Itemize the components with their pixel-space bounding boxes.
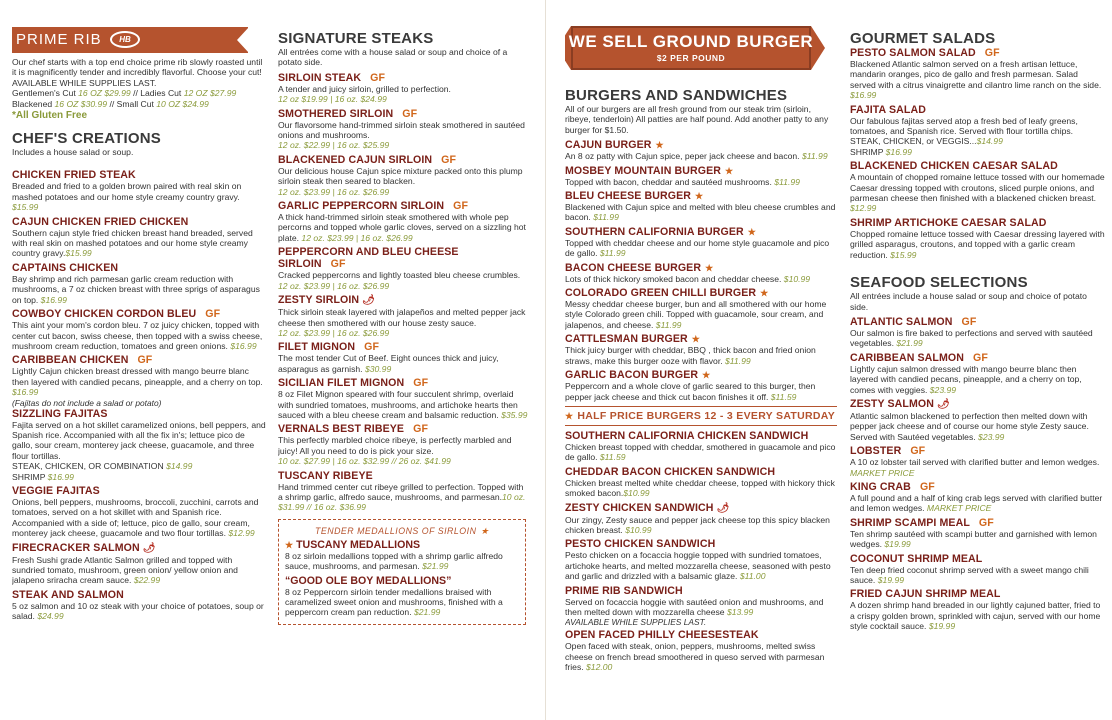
menu-item — [278, 470, 528, 513]
menu-item — [565, 585, 837, 618]
item-description: A 10 oz lobster tail served with clarified butter and lemon wedges. — [850, 457, 1100, 468]
menu-item — [278, 341, 528, 374]
menu-item — [278, 423, 528, 466]
ground-burger-title: WE SELL GROUND BURGER — [568, 32, 814, 51]
item-name: FIRECRACKER SALMON 🌶 — [12, 541, 156, 554]
item-description: A tender and juicy sirloin, grilled to perfection. — [278, 83, 451, 94]
item-price: $16.99 — [12, 387, 39, 398]
gourmet-salads-title: GOURMET SALADS — [850, 30, 996, 47]
menu-item — [850, 517, 1106, 550]
item-price: $22.99 — [133, 575, 161, 586]
spicy-pepper-icon: 🌶 — [937, 398, 950, 410]
prime-rib-title: PRIME RIB — [16, 31, 102, 48]
menu-item — [565, 369, 837, 402]
item-description: Hand trimmed center cut ribeye grilled to perfection. Topped with a shrimp garlic, alfredo sauce, mushrooms, and parmesan. — [278, 481, 524, 502]
chefs-creations-title: CHEF'S CREATIONS — [12, 130, 161, 148]
item-price: $15.99 — [12, 202, 39, 213]
item-description: Topped with bacon, cheddar and sautéed mushrooms. — [565, 176, 772, 187]
menu-item — [278, 377, 528, 420]
menu-item — [278, 200, 528, 243]
item-price: $11.59 — [599, 452, 626, 463]
item-price: $16.99 — [885, 146, 912, 157]
item-description: Ten shrimp sautéed with scampi butter and garnished with lemon wedges. — [850, 528, 1097, 550]
ground-burger-price: $2 PER POUND — [656, 53, 726, 63]
menu-item — [850, 481, 1106, 514]
item-price: $12.00 — [586, 662, 613, 673]
item-name: SHRIMP SCAMPI MEAL GF — [850, 516, 994, 529]
spicy-pepper-icon: 🌶 — [716, 502, 730, 514]
menu-item — [850, 217, 1106, 260]
item-price: $19.99 — [877, 575, 905, 585]
gluten-free-badge: GF — [364, 341, 380, 354]
item-name: OPEN FACED PHILLY CHEESESTEAK — [565, 629, 759, 642]
seafood-title: SEAFOOD SELECTIONS — [850, 274, 1028, 292]
item-price: $11.59 — [770, 391, 797, 402]
item-description: A mountain of chopped romaine lettuce tossed with our homemade Caesar dressing topped with croutons, sliced purple onions, and parmesan cheese then finished with a blackened chicken breast. — [850, 172, 1105, 204]
prime-rib-banner — [12, 27, 248, 53]
item-price: $21.99 — [422, 561, 449, 572]
item-name: BACON CHEESE BURGER ★ — [565, 261, 714, 274]
gluten-free-badge: GF — [413, 377, 429, 390]
item-description: Blackened with Cajun spice and melted with bleu cheese crumbles and bacon. — [565, 202, 836, 223]
signature-steaks-title: SIGNATURE STEAKS — [278, 30, 434, 47]
gluten-free-badge: GF — [413, 423, 429, 436]
item-name: ZESTY CHICKEN SANDWICH 🌶 — [565, 501, 730, 514]
menu-item — [278, 154, 528, 197]
steaks-subtitle: All entrées come with a house salad or soup and choice of a potato side. — [278, 47, 508, 68]
item-description: A dozen shrimp hand breaded in our lightly cajuned batter, fried to a crispy golden brown, sprinkled with cajun, served with our home style cocktail sauce. — [850, 600, 1101, 632]
item-description: The most tender Cut of Beef. Eight ounces thick and juicy, asparagus as garnish. — [278, 353, 499, 374]
center-fold — [545, 0, 546, 720]
item-description: Served on focaccia hoggie with sautéed onion and mushrooms, and then melted down with mozzarella cheese — [565, 596, 824, 617]
item-name: BLACKENED CHICKEN CAESAR SALAD — [850, 160, 1058, 173]
item-price: 10 oz. $31.99 // 16 oz. $36.99 — [278, 491, 526, 513]
gluten-free-badge: GF — [137, 354, 153, 367]
star-icon: ★ — [285, 539, 294, 550]
item-price: 12 oz. $23.99 | 16 oz. $26.99 — [301, 232, 413, 243]
menu-item — [278, 294, 528, 338]
item-name: PESTO SALMON SALAD GF — [850, 47, 1000, 59]
item-name: CAPTAINS CHICKEN — [12, 261, 119, 274]
item-description: 8 oz Filet Mignon speared with four succulent shrimp, overlaid with sundried tomatoes, mushrooms, and artichoke hearts then sauced with a bleu cheese cream and balsamic reduction. — [278, 389, 518, 420]
seafood-subtitle: All entrées include a house salad or soup and choice of potato side. — [850, 291, 1087, 312]
item-price: $11.99 — [599, 248, 626, 259]
gluten-free-badge: GF — [973, 351, 988, 364]
item-name: LOBSTER GF — [850, 445, 926, 458]
item-price: 12 oz. $22.99 | 16 oz. $25.99 — [278, 140, 390, 151]
item-description: Fajita served on a hot skillet caramelized onions, bell peppers, and Spanish rice. Accompanied with all the fix in's; lettuce pico de gallo, sour cream, monterey jack cheese, guacamole, and three flour tortillas. — [12, 419, 266, 461]
menu-item — [12, 169, 266, 212]
item-price: $19.99 — [928, 621, 956, 632]
item-name: BLACKENED CAJUN SIRLOIN GF — [278, 153, 457, 166]
menu-item — [850, 160, 1106, 214]
burgers-subtitle: All of our burgers are all fresh ground from our steak trim (sirloin, ribeye, tenderloin) All patties are half pound. Add another patty to any burger for $1.50. — [565, 104, 829, 135]
column-salads-seafood — [850, 0, 1106, 720]
item-name: SMOTHERED SIRLOIN GF — [278, 107, 418, 120]
menu-item — [12, 262, 266, 305]
item-description: Thick sirloin steak layered with jalapeños and melted pepper jack cheese then smothered with our house zesty sauce. — [278, 307, 526, 328]
gluten-free-badge: GF — [984, 47, 1000, 59]
item-price: $23.99 — [929, 384, 957, 395]
item-price: $16.99 — [850, 90, 877, 101]
item-price: $14.99 — [166, 461, 193, 472]
item-name: CHICKEN FRIED STEAK — [12, 169, 136, 182]
item-name: FRIED CAJUN SHRIMP MEAL — [850, 588, 1001, 601]
availability-note: AVAILABLE WHILE SUPPLIES LAST. — [565, 617, 707, 628]
item-name: MOSBEY MOUNTAIN BURGER ★ — [565, 164, 734, 177]
item-price: $12.99 — [850, 203, 877, 214]
menu-item — [565, 226, 837, 259]
item-description: Open faced with steak, onion, peppers, mushrooms, melted swiss cheese on french bread smoothered in queso served with parmesan fries. — [565, 641, 825, 673]
item-name: SICILIAN FILET MIGNON GF — [278, 377, 429, 390]
item-price: $35.99 — [501, 409, 528, 420]
item-name: STEAK AND SALMON — [12, 588, 124, 601]
ground-burger-banner — [565, 24, 825, 72]
item-name: COLORADO GREEN CHILLI BURGER ★ — [565, 287, 769, 300]
item-description: Chopped romaine lettuce tossed with Caesar dressing layered with grilled asparagus, croutons, and topped with a garlic cream reduction. — [850, 228, 1105, 260]
item-price: $30.99 — [364, 363, 392, 374]
menu-item — [850, 47, 1106, 101]
item-description: Lots of thick hickory smoked bacon and cheddar cheese. — [565, 273, 782, 284]
item-description: Cracked peppercorns and lightly toasted bleu cheese crumbles. — [278, 270, 521, 281]
menu-item — [12, 354, 266, 397]
item-name: GARLIC BACON BURGER ★ — [565, 369, 711, 382]
item-name: COWBOY CHICKEN CORDON BLEU GF — [12, 308, 221, 321]
prime-rib-description: Our chef starts with a top end choice prime rib slowly roasted until it is magnificently tender and incredibly flavorful. Choose your cut! AVAILABLE WHILE SUPPLIES LAST. Gentlemen's Cut 16 OZ $29.99 // Ladies Cut 12 OZ $27.99 Blackened 16 OZ $30.99 // Small Cut 10 OZ $24.99 — [12, 57, 263, 109]
menu-item — [12, 308, 266, 351]
item-name: PEPPERCORN AND BLEU CHEESE SIRLOIN GF — [278, 246, 459, 271]
medallions-box — [278, 519, 526, 625]
menu-item — [850, 588, 1106, 631]
star-icon: ★ — [480, 525, 490, 536]
item-name: TUSCANY RIBEYE — [278, 469, 373, 482]
item-description: Atlantic salmon blackened to perfection then melted down with pepper jack cheese and of course our home style Zesty sauce. Served with Sautéed vegetables. — [850, 410, 1089, 442]
item-description: Breaded and fried to a golden brown paired with real skin on mashed potatoes and our home style creamy country gravy. — [12, 181, 242, 202]
menu-item: FAJITA SALAD Our fabulous fajitas served atop a fresh bed of leafy greens, tomatoes, and Spanish rice. Served with flour tortilla chips. STEAK, CHICKEN, or VEGGIS...$14.99 SHRIMP $16.99 — [850, 104, 1106, 158]
item-description: 5 oz salmon and 10 oz steak with your choice of potatoes, soup or salad. — [12, 600, 264, 622]
item-name: BLEU CHEESE BURGER ★ — [565, 190, 704, 203]
gluten-free-badge: GF — [441, 153, 457, 166]
item-name: CAJUN CHICKEN FRIED CHICKEN — [12, 215, 189, 228]
menu-item — [565, 466, 837, 499]
item-description: Onions, bell peppers, mushrooms, broccoli, zucchini, carrots and tomatoes, served on a hot skillet with and Spanish rice. Accompanied with a side of; lettuce, pico de gallo, sour cream, monterey jack cheese, guacamole and two flour tortillas. — [12, 496, 259, 539]
menu-item — [285, 575, 519, 618]
menu-item — [565, 139, 837, 161]
item-name: GARLIC PEPPERCORN SIRLOIN GF — [278, 200, 469, 213]
item-name: SIZZLING FAJITAS — [12, 407, 108, 420]
fajita-note: (Fajitas do not include a salad or potato) — [12, 397, 162, 408]
menu-item — [278, 246, 528, 291]
item-description: Blackened Atlantic salmon served on a fresh artisan lettuce, mandarin oranges, pico de gallo and fresh parmesan. Salad served with a citrus vinaigrette and cilantro lime ranch on the side. — [850, 59, 1102, 90]
menu-item — [565, 333, 837, 366]
item-description: Bay shrimp and rich parmesan garlic cream reduction with mushrooms, a 7 oz chicken breast with three sprigs of asparagus on top. — [12, 273, 260, 305]
item-price: MARKET PRICE — [926, 503, 992, 514]
menu-item — [850, 398, 1106, 442]
item-name: ZESTY SIRLOIN 🌶 — [278, 294, 375, 307]
item-price: $12.99 — [228, 528, 255, 539]
column-signature-steaks — [278, 0, 528, 720]
gluten-free-badge: GF — [961, 315, 977, 328]
item-price: $19.99 — [884, 539, 911, 550]
item-price: $16.99 — [40, 294, 67, 305]
item-name: SHRIMP ARTICHOKE CAESAR SALAD — [850, 216, 1047, 229]
menu-item — [12, 216, 266, 259]
item-price: $11.99 — [593, 212, 619, 223]
item-description: A thick hand-trimmed sirloin steak smothered with whole pep percorns and topped whole garlic cloves, served on a sizzling hot plate. — [278, 212, 526, 243]
item-description: Chicken breast melted white cheddar cheese, topped with hickory thick smoked bacon. — [565, 477, 835, 499]
gluten-free-badge: GF — [919, 480, 935, 493]
gluten-free-badge: GF — [978, 516, 994, 529]
menu-item — [565, 190, 837, 223]
item-description: Messy cheddar cheese burger, bun and all smothered with our home style Colorado green chili. Topped with guacamole, sour cream, and jalapenos, and cheese. — [565, 299, 827, 330]
gluten-free-badge: GF — [330, 258, 346, 271]
spicy-pepper-icon: 🌶 — [362, 295, 375, 307]
item-name: PESTO CHICKEN SANDWICH — [565, 538, 716, 551]
item-price: $10.99 — [623, 488, 650, 499]
menu-item — [278, 72, 528, 105]
item-name: FILET MIGNON GF — [278, 341, 380, 354]
item-description: Our zingy, Zesty sauce and pepper jack cheese top this spicy blacken chicken breast. — [565, 514, 830, 535]
item-name: PRIME RIB SANDWICH — [565, 584, 683, 597]
item-price: $11.99 — [801, 151, 828, 162]
item-price: $15.99 — [65, 248, 92, 259]
item-price: $23.99 — [978, 431, 1005, 442]
item-description: Fresh Sushi grade Atlantic Salmon grilled and topped with sundried tomato, mushroom, green onion/ yellow onion and jalapeno sriracha cream sauce. — [12, 554, 238, 586]
menu-item — [12, 589, 266, 622]
item-name: CATTLESMAN BURGER ★ — [565, 333, 700, 346]
item-price: 10 oz. $27.99 | 16 oz. $32.99 // 26 oz. $41.99 — [278, 456, 451, 467]
item-price: $11.99 — [655, 319, 682, 330]
star-icon: ★ — [747, 226, 756, 237]
gluten-free-badge: GF — [205, 308, 221, 321]
item-price: $21.99 — [414, 607, 441, 618]
star-icon: ★ — [691, 334, 700, 345]
item-price: $10.99 — [783, 273, 811, 284]
item-price: $10.99 — [625, 524, 652, 535]
item-description: Thick juicy burger with cheddar, BBQ , thick bacon and fried onion straws, make this burger ooze with flavor. — [565, 345, 816, 366]
banner-notch — [237, 27, 249, 53]
item-price: $11.99 — [725, 355, 751, 366]
menu-item — [278, 108, 528, 151]
gluten-free-badge: GF — [402, 107, 418, 120]
medallions-title: TENDER MEDALLIONS OF SIRLOIN ★ — [314, 525, 490, 536]
menu-item — [12, 542, 266, 586]
item-description: Pesto chicken on a focaccia hoggie topped with sundried tomatoes, artichoke hearts, and melted mozzarella cheese, seasoned with pesto and garlic and drizzled with a balsamic glaze. — [565, 550, 831, 582]
item-description: Southern cajun style fried chicken breast hand breaded, served with real skin on mashed potatoes and our home style creamy country gravy. — [12, 227, 253, 259]
item-description: Lightly Cajun chicken breast dressed with mango beurre blanc then layered with candied pecans, pineapple, and a cherry on top. — [12, 366, 263, 387]
item-description: 8 oz sirloin medallions topped with a shrimp garlic alfredo sauce, mushrooms, and parmesan. — [285, 550, 503, 572]
item-description: Our salmon is fire baked to perfections and served with sautéed vegetables. — [850, 327, 1093, 349]
item-name: “GOOD OLE BOY MEDALLIONS” — [285, 574, 452, 587]
column-burgers-sandwiches — [565, 0, 837, 720]
star-icon: ★ — [705, 262, 714, 273]
item-name: CAJUN BURGER ★ — [565, 139, 664, 152]
menu-item — [850, 445, 1106, 478]
half-price-banner: ★ HALF PRICE BURGERS 12 - 3 EVERY SATURDAY — [565, 406, 837, 426]
star-icon: ★ — [702, 370, 711, 381]
item-price: $15.99 — [890, 249, 917, 260]
menu-item — [12, 485, 266, 539]
item-price: $16.99 — [230, 340, 257, 351]
item-price: 12 oz $19.99 | 16 oz. $24.99 — [278, 94, 387, 105]
item-price: $11.99 — [774, 176, 800, 187]
menu-item — [565, 262, 837, 284]
menu-item — [850, 316, 1106, 349]
item-description: A full pound and a half of king crab legs served with clarified butter and lemon wedges. — [850, 492, 1103, 514]
burgers-title: BURGERS AND SANDWICHES — [565, 87, 788, 104]
chefs-subtitle: Includes a house salad or soup. — [12, 147, 134, 158]
item-description: Peppercorn and a whole clove of garlic seared to this burger, then pepper jack cheese and thick cut bacon finishes it off. — [565, 381, 816, 402]
item-description: 8 oz Peppercorn sirloin tender medallions braised with caramelized sweet onion and mushrooms, finished with a peppercorn cream pan reduction. — [285, 586, 503, 618]
item-price: MARKET PRICE — [850, 467, 915, 478]
menu-item — [285, 539, 519, 572]
star-icon: ★ — [655, 140, 664, 151]
item-description: This aint your mom's cordon bleu. 7 oz juicy chicken, topped with center cut bacon, swiss cheese, then topped with a swiss cheese, mushroom cream reduction, tomatoes and green onions. — [12, 320, 263, 351]
star-icon: ★ — [760, 288, 769, 299]
menu-item — [565, 629, 837, 672]
item-name: CARIBBEAN CHICKEN GF — [12, 354, 153, 367]
item-price: 12 oz. $23.99 | 16 oz. $26.99 — [278, 280, 390, 291]
column-prime-rib-chefs — [12, 0, 266, 720]
gluten-free-badge: GF — [453, 200, 469, 213]
item-description: Our flavorsome hand-trimmed sirloin steak smothered in sautéed onions and mushrooms. — [278, 119, 525, 141]
star-icon: ★ — [725, 165, 734, 176]
item-description: Topped with cheddar cheese and our home style guacamole and pico de gallo. — [565, 237, 830, 259]
star-icon: ★ — [565, 410, 574, 421]
item-description: Our delicious house Cajun spice mixture packed onto this plump sirloin steak then seared to blacken. — [278, 165, 523, 187]
menu-item: SIZZLING FAJITAS Fajita served on a hot skillet caramelized onions, bell peppers, and Spanish rice. Accompanied with all the fix in's; lettuce pico de gallo, sour cream, monterey jack cheese, guacamole, and three flour tortillas. STEAK, CHICKEN, OR COMBINATION $14.99 SHRIMP $16.99 — [12, 407, 266, 482]
spicy-pepper-icon: 🌶 — [142, 542, 156, 554]
item-name: ★ TUSCANY MEDALLIONS — [285, 538, 421, 551]
item-price: 12 oz. $23.99 | 16 oz. $26.99 — [278, 327, 390, 338]
item-description: Chicken breast topped with cheddar, smothered in guacamole and pico de gallo. — [565, 441, 836, 463]
gluten-free-badge: GF — [370, 71, 386, 84]
item-price: $13.99 — [726, 606, 754, 617]
item-name: FAJITA SALAD — [850, 103, 926, 116]
item-price: $11.00 — [739, 571, 766, 582]
item-name: COCONUT SHRIMP MEAL — [850, 552, 983, 565]
item-name: SIRLOIN STEAK GF — [278, 71, 386, 84]
item-price: $16.99 — [47, 471, 74, 482]
item-name: CARIBBEAN SALMON GF — [850, 351, 988, 364]
item-price: $21.99 — [896, 338, 923, 349]
item-description: Lightly cajun salmon dressed with mango beurre blanc then layered with candied pecans, pineapple, and a cherry on top, comes with veggies. — [850, 363, 1082, 395]
menu-item — [850, 352, 1106, 395]
item-price: $14.99 — [976, 136, 1003, 147]
item-description: Ten deep fried coconut shrimp served with a sweet mango chili sauce. — [850, 564, 1089, 585]
item-description: Our fabulous fajitas served atop a fresh bed of leafy greens, tomatoes, and Spanish rice. Served with flour tortilla chips. — [850, 115, 1078, 137]
restaurant-logo-icon: HB — [110, 31, 140, 48]
menu-item — [850, 553, 1106, 586]
item-name: VERNALS BEST RIBEYE GF — [278, 423, 429, 436]
item-name: ATLANTIC SALMON GF — [850, 315, 977, 328]
item-name: ZESTY SALMON 🌶 — [850, 397, 950, 410]
item-description: This perfectly marbled choice ribeye, is perfectly marbled and juicy! All you need to do is pick your size. — [278, 435, 512, 456]
gluten-free-note: *All Gluten Free — [12, 110, 88, 122]
item-price: 12 oz. $23.99 | 16 oz. $26.99 — [278, 186, 390, 197]
menu-item — [565, 430, 837, 463]
menu-item — [565, 538, 837, 581]
menu-item — [565, 287, 837, 330]
menu-item — [565, 502, 837, 536]
item-description: An 8 oz patty with Cajun spice, peper jack cheese and bacon. — [565, 151, 800, 162]
item-name: SOUTHERN CALIFORNIA CHICKEN SANDWICH — [565, 429, 809, 442]
item-price: $24.99 — [37, 611, 64, 622]
item-name: SOUTHERN CALIFORNIA BURGER ★ — [565, 225, 756, 238]
star-icon: ★ — [695, 191, 704, 202]
item-name: CHEDDAR BACON CHICKEN SANDWICH — [565, 465, 776, 478]
menu-item — [565, 165, 837, 187]
gluten-free-badge: GF — [910, 445, 926, 458]
item-name: KING CRAB GF — [850, 480, 935, 493]
item-name: VEGGIE FAJITAS — [12, 484, 100, 497]
